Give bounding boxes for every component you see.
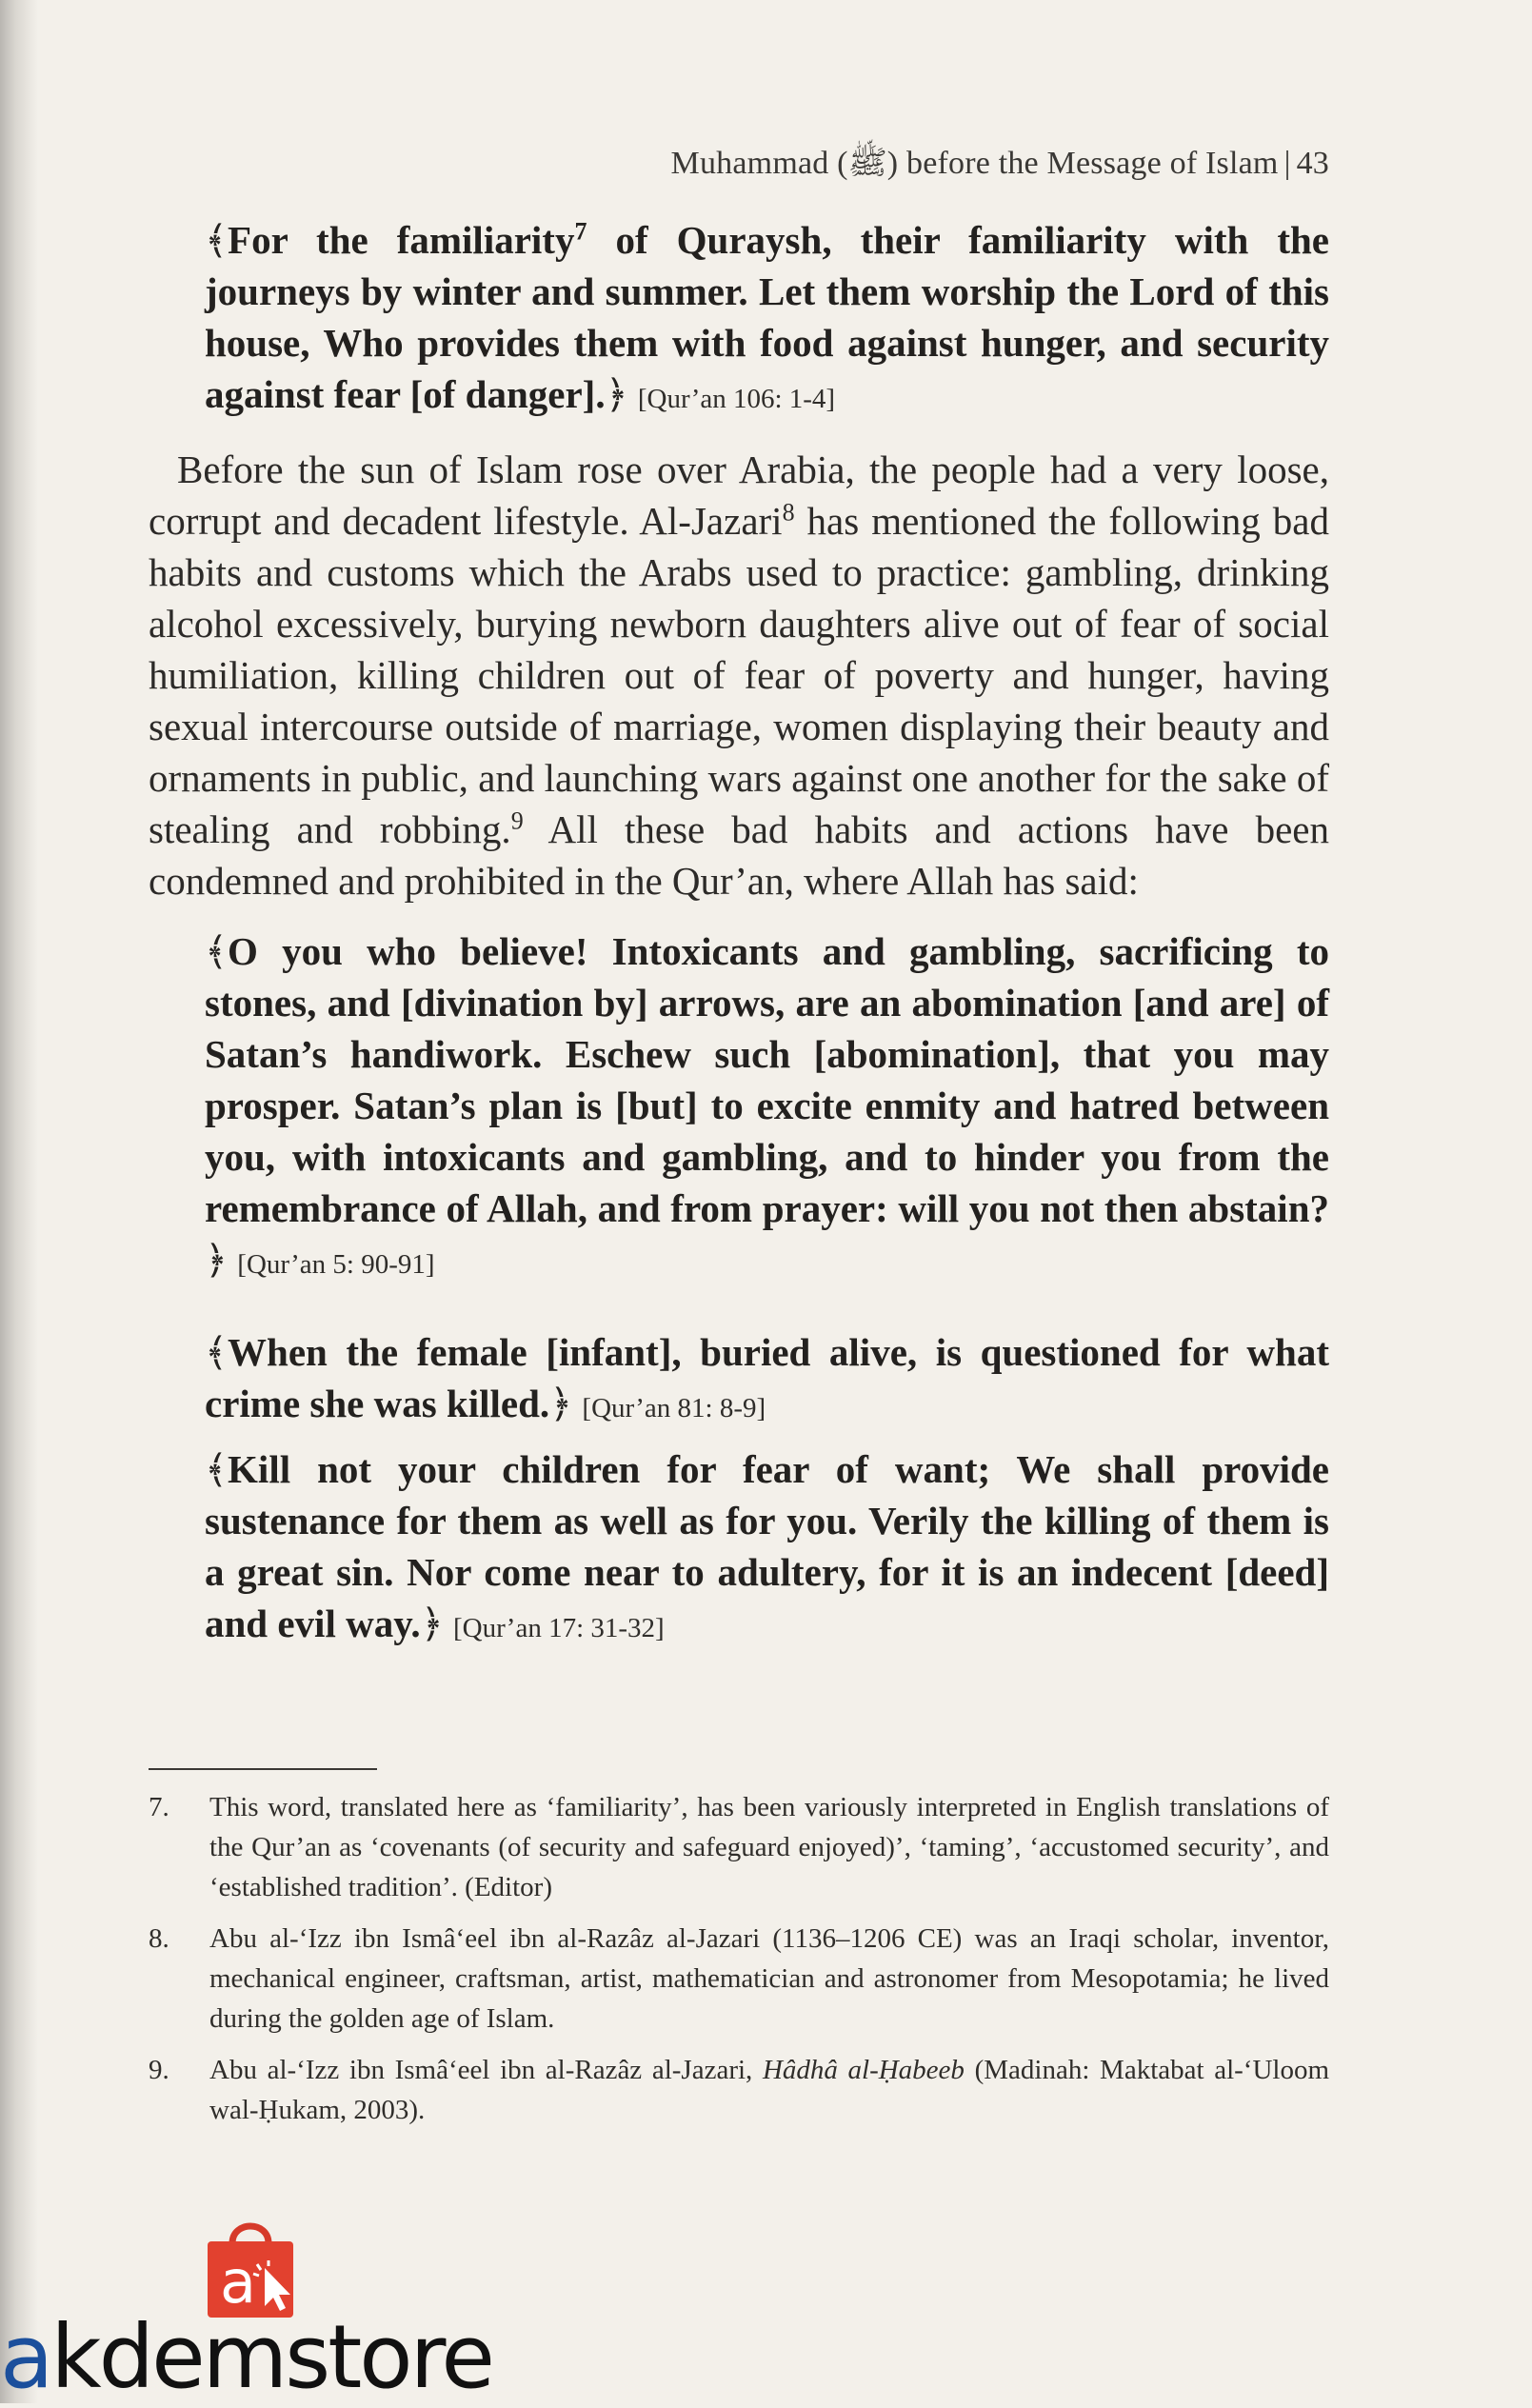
logo-icon-letter: a [220,2247,256,2317]
footnote-number: 7. [149,1792,169,1822]
footnote-book-title: Hâdhâ al-Ḥabeeb [762,2055,965,2085]
quote-text: For the familiarity [228,218,575,262]
footnote-divider [149,1768,377,1770]
footnote-number: 8. [149,1923,169,1954]
paragraph-text: Before the sun of Islam rose over Arabia, the people had a very loose, corrupt and decadent lifestyle. Al-Jazari [149,448,1329,543]
quote-open-bracket: ﴾ [205,1447,229,1491]
quote-open-bracket: ﴾ [205,218,229,262]
logo-wordmark-rest: kdemstore [50,2306,492,2408]
header-title: Muhammad (ﷺ) before the Message of Islam [670,146,1279,181]
footnote-9 [149,2050,1329,2130]
body-paragraph [149,444,1329,906]
paragraph-text-end: All these bad habits and actions have been condemned and prohibited in the Qur’an, where Allah has said: [149,807,1329,903]
page-number: 43 [1296,146,1329,181]
page-gutter-shadow [0,0,38,2403]
footnote-7 [149,1787,1329,1907]
quote-close-bracket: ﴿ [605,372,628,416]
quote-text: When the female [infant], buried alive, is questioned for what crime she was killed. [205,1330,1329,1425]
footnote-ref-9[interactable]: 9 [510,806,524,835]
quote-close-bracket: ﴿ [549,1382,573,1425]
footnote-text-part: Abu al-‘Izz ibn Ismâ‘eel ibn al-Razâz al-Jazari, [209,2055,763,2085]
quran-quote-5 [205,925,1329,1290]
quote-reference: [Qur’an 17: 31-32] [452,1613,665,1643]
footnote-text: Abu al-‘Izz ibn Ismâ‘eel ibn al-Razâz al-Jazari (1136–1206 CE) was an Iraqi scholar, inventor, mechanical engineer, craftsman, artist, mathematician and astronomer from Mesopotamia; he lived during the golden age of Islam. [209,1923,1329,2034]
quote-open-bracket: ﴾ [205,1330,229,1374]
footnote-text: This word, translated here as ‘familiarity’, has been variously interpreted in English translations of the Qur’an as ‘covenants (of security and safeguard enjoyed)’, ‘taming’, ‘accustomed security’, and ‘established tradition’. (Editor) [209,1792,1329,1902]
quran-quote-106 [205,214,1329,425]
quote-text-continued: of Quraysh, their familiarity with the journeys by winter and summer. Let them worship the Lord of this house, Who provides them with food against hunger, and security against fear [of danger]. [205,218,1329,416]
quote-reference: [Qur’an 106: 1-4] [637,384,836,414]
quote-text: Kill not your children for fear of want; We shall provide sustenance for them as well as for you. Verily the killing of them is a great sin. Nor come near to adultery, for it is an indecent [deed] and evil way. [205,1447,1329,1645]
footnote-ref-8[interactable]: 8 [782,498,795,527]
header-separator: | [1283,146,1291,181]
quote-text: O you who believe! Intoxicants and gambling, sacrificing to stones, and [divination by] arrows, are an abomination [and are] of Satan’s handiwork. Eschew such [abomination], that you may prosper. Satan’s plan is [but] to excite enmity and hatred between you, with intoxicants and gambling, and to hinder you from the remembrance of Allah, and from prayer: will you not then abstain? [205,929,1329,1230]
quran-quote-17 [205,1443,1329,1654]
logo-wordmark [0,2306,492,2408]
footnote-number: 9. [149,2055,169,2085]
quran-quote-81 [205,1326,1329,1434]
quote-reference: [Qur’an 5: 90-91] [237,1249,435,1280]
quote-open-bracket: ﴾ [205,929,229,973]
footnote-text [209,2050,1329,2130]
footnote-8 [149,1919,1329,2039]
paragraph-text-continued: has mentioned the following bad habits and customs which the Arabs used to practice: gambling, drinking alcohol excessively, burying newborn daughters alive out of fear of social humiliation, killing children out of fear of poverty and hunger, having sexual intercourse outside of marriage, women displaying their beauty and ornaments in public, and launching wars against one another for the sake of stealing and robbing. [149,499,1329,851]
footnote-ref-7[interactable]: 7 [574,217,587,246]
book-page [149,143,1329,2141]
akdemstore-watermark [0,2209,533,2408]
quote-close-bracket: ﴿ [420,1602,444,1645]
footnote-text-part: (Madinah: Maktabat al-‘Uloom wal-Ḥukam, 2003). [209,2055,1329,2125]
running-header [149,143,1329,189]
quote-close-bracket: ﴿ [205,1238,229,1282]
logo-wordmark-a: a [0,2306,51,2408]
quote-reference: [Qur’an 81: 8-9] [582,1393,766,1423]
